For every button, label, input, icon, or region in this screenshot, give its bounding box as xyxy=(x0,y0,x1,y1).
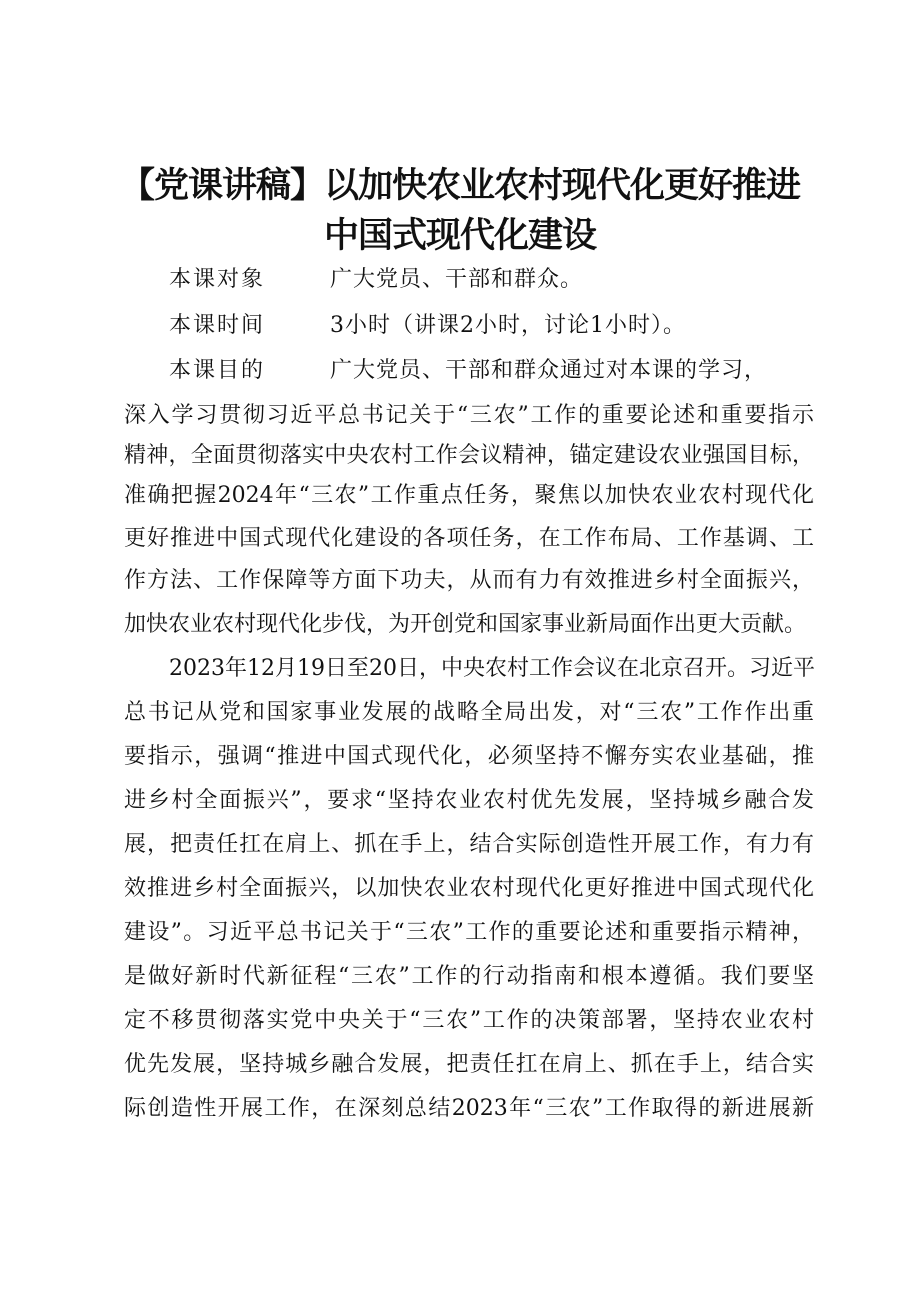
paragraph-line: 准确把握2024年“三农”工作重点任务，聚焦以加快农业农村现代化 xyxy=(124,483,814,508)
meta-value: 3小时（讲课2小时，讨论1小时）。 xyxy=(330,313,686,338)
paragraph-line: 更好推进中国式现代化建设的各项任务，在工作布局、工作基调、工 xyxy=(124,526,814,551)
meta-value: 广大党员、干部和群众。 xyxy=(330,267,584,292)
meta-label: 本课对象 xyxy=(169,267,266,292)
paragraph-line: 总书记从党和国家事业发展的战略全局出发，对“三农”工作作出重 xyxy=(124,700,814,725)
paragraph-line: 是做好新时代新征程“三农”工作的行动指南和根本遵循。我们要坚 xyxy=(124,964,814,989)
paragraph-line: 建设”。习近平总书记关于“三农”工作的重要论述和重要指示精神， xyxy=(124,920,814,945)
paragraph-line: 深入学习贯彻习近平总书记关于“三农”工作的重要论述和重要指示 xyxy=(124,403,814,428)
paragraph-line: 际创造性开展工作，在深刻总结2023年“三农”工作取得的新进展新 xyxy=(124,1096,814,1121)
paragraph-line: 2023年12月19日至20日，中央农村工作会议在北京召开。习近平 xyxy=(169,656,815,681)
meta-value: 广大党员、干部和群众通过对本课的学习， xyxy=(330,358,768,383)
paragraph-line: 要指示，强调“推进中国式现代化，必须坚持不懈夯实农业基础，推 xyxy=(124,744,814,769)
meta-label: 本课时间 xyxy=(169,313,266,338)
paragraph-line: 优先发展，坚持城乡融合发展，把责任扛在肩上、抓在手上，结合实 xyxy=(124,1052,814,1077)
meta-row-audience xyxy=(0,263,920,297)
document-title-line-2: 中国式现代化建设 xyxy=(323,216,596,256)
meta-row-purpose xyxy=(0,354,920,388)
paragraph-line: 精神，全面贯彻落实中央农村工作会议精神，锚定建设农业强国目标， xyxy=(124,443,814,468)
paragraph-line: 效推进乡村全面振兴，以加快农业农村现代化更好推进中国式现代化 xyxy=(124,876,814,901)
paragraph-line: 展，把责任扛在肩上、抓在手上，结合实际创造性开展工作，有力有 xyxy=(124,832,814,857)
paragraph-line: 加快农业农村现代化步伐，为开创党和国家事业新局面作出更大贡献。 xyxy=(124,612,807,637)
document-title-line-1: 【党课讲稿】以加快农业农村现代化更好推进 xyxy=(119,166,800,206)
paragraph-line: 进乡村全面振兴”，要求“坚持农业农村优先发展，坚持城乡融合发 xyxy=(124,788,814,813)
meta-row-duration xyxy=(0,309,920,343)
paragraph-line: 作方法、工作保障等方面下功夫，从而有力有效推进乡村全面振兴， xyxy=(124,568,814,593)
meta-label: 本课目的 xyxy=(169,358,266,383)
paragraph-line: 定不移贯彻落实党中央关于“三农”工作的决策部署，坚持农业农村 xyxy=(124,1008,814,1033)
